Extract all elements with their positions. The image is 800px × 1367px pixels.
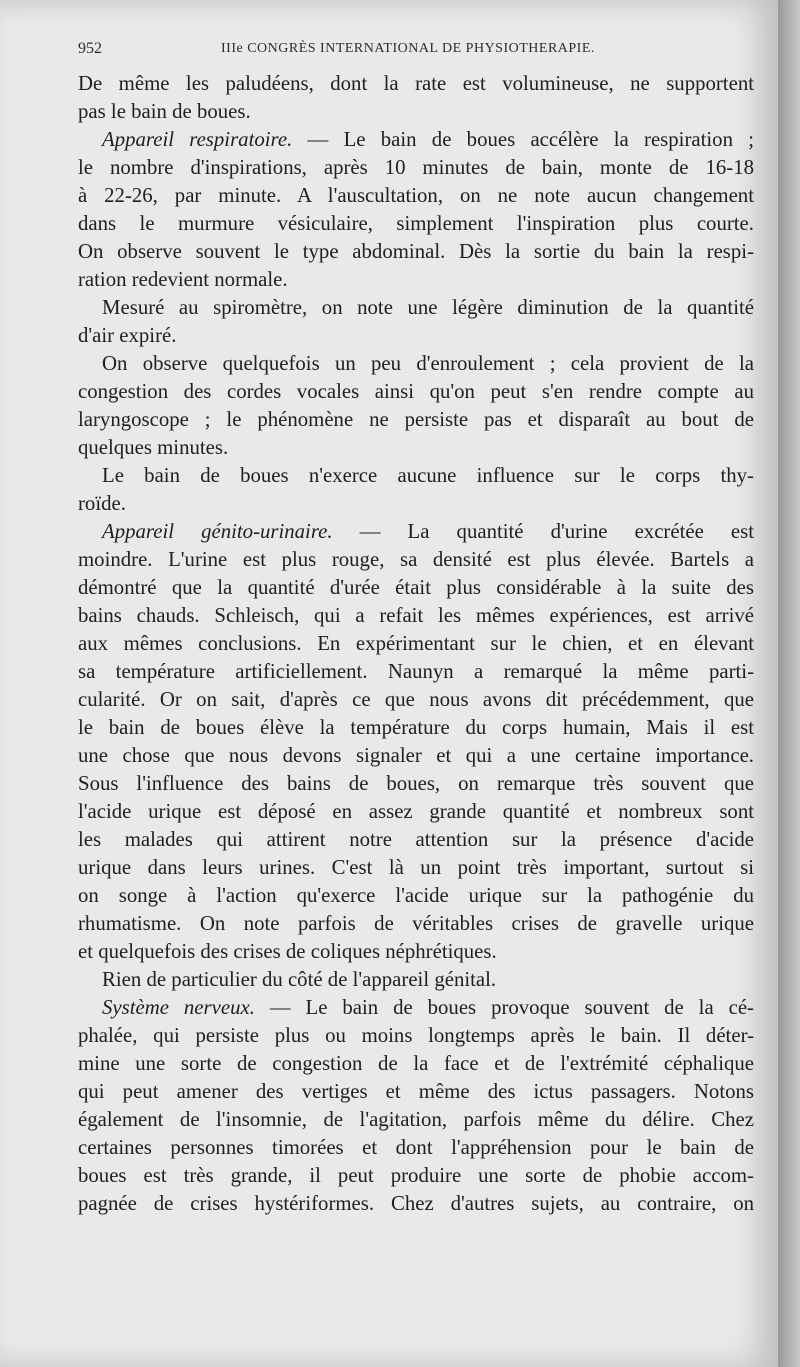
text-line: dans le murmure vésiculaire, simplement l'inspiration plus courte. [78,212,754,235]
page-header [78,40,758,70]
text-line: rhumatisme. On note parfois de véritables crises de gravelle urique [78,912,754,935]
text-line: mine une sorte de congestion de la face et de l'extrémité céphalique [78,1052,754,1075]
page-edge [778,0,800,1367]
text-line: Le bain de boues n'exerce aucune influence sur le corps thy- [102,464,754,487]
text-line: urique dans leurs urines. C'est là un point très important, surtout si [78,856,754,879]
text-line: le nombre d'inspirations, après 10 minutes de bain, monte de 16-18 [78,156,754,179]
text-line: congestion des cordes vocales ainsi qu'on peut s'en rendre compte au [78,380,754,403]
section-heading: Appareil respiratoire. [102,128,293,151]
paragraph-line [78,994,754,1022]
text-line: Rien de particulier du côté de l'appareil génital. [102,968,497,991]
text-line: on songe à l'action qu'exerce l'acide urique sur la pathogénie du [78,884,754,907]
paragraph-line [78,126,754,154]
text-line: pagnée de crises hystériformes. Chez d'autres sujets, au contraire, on [78,1192,754,1215]
text-line: à 22-26, par minute. A l'auscultation, on ne note aucun changement [78,184,754,207]
text-line: boues est très grande, il peut produire une sorte de phobie accom- [78,1164,754,1187]
text-line: l'acide urique est déposé en assez grande quantité et nombreux sont [78,800,754,823]
text-line: cularité. Or on sait, d'après ce que nous avons dit précédemment, que [78,688,754,711]
text-line: ration redevient normale. [78,268,288,291]
text-line: phalée, qui persiste plus ou moins longtemps après le bain. Il déter- [78,1024,754,1047]
text-line: et quelquefois des crises de coliques néphrétiques. [78,940,497,963]
text-line: roïde. [78,492,126,515]
text-line: le bain de boues élève la température du corps humain, Mais il est [78,716,754,739]
text-fragment: — Le bain de boues accélère la respiration ; [292,128,754,151]
text-line: On observe quelquefois un peu d'enroulement ; cela provient de la [102,352,754,375]
page-number: 952 [78,40,102,57]
text-line: Mesuré au spiromètre, on note une légère diminution de la quantité [102,296,754,319]
text-line: On observe souvent le type abdominal. Dès la sortie du bain la respi- [78,240,754,263]
text-line: moindre. L'urine est plus rouge, sa densité est plus élevée. Bartels a [78,548,754,571]
text-line: sa température artificiellement. Naunyn a remarqué la même parti- [78,660,754,683]
text-line: laryngoscope ; le phénomène ne persiste pas et disparaît au bout de [78,408,754,431]
text-fragment: — La quantité d'urine excrétée est [332,520,754,543]
text-line: d'air expiré. [78,324,177,347]
body-text [78,70,754,1218]
section-heading: Appareil génito-urinaire. [102,520,333,543]
text-line: De même les paludéens, dont la rate est volumineuse, ne supportent [78,72,754,95]
running-head: IIIe CONGRÈS INTERNATIONAL DE PHYSIOTHERAPIE. [221,41,595,56]
text-fragment: — Le bain de boues provoque souvent de la cé- [254,996,754,1019]
text-line: également de l'insomnie, de l'agitation, parfois même du délire. Chez [78,1108,754,1131]
text-line: aux mêmes conclusions. En expérimentant sur le chien, et en élevant [78,632,754,655]
paragraph-line [78,518,754,546]
text-line: une chose que nous devons signaler et qui a une certaine importance. [78,744,754,767]
text-line: quelques minutes. [78,436,229,459]
text-line: démontré que la quantité d'urée était plus considérable à la suite des [78,576,754,599]
text-line: Sous l'influence des bains de boues, on remarque très souvent que [78,772,754,795]
text-line: pas le bain de boues. [78,100,251,123]
text-line: bains chauds. Schleisch, qui a refait les mêmes expériences, est arrivé [78,604,754,627]
text-line: les malades qui attirent notre attention sur la présence d'acide [78,828,754,851]
section-heading: Système nerveux. [102,996,255,1019]
text-line: qui peut amener des vertiges et même des ictus passagers. Notons [78,1080,754,1103]
text-line: certaines personnes timorées et dont l'appréhension pour le bain de [78,1136,754,1159]
